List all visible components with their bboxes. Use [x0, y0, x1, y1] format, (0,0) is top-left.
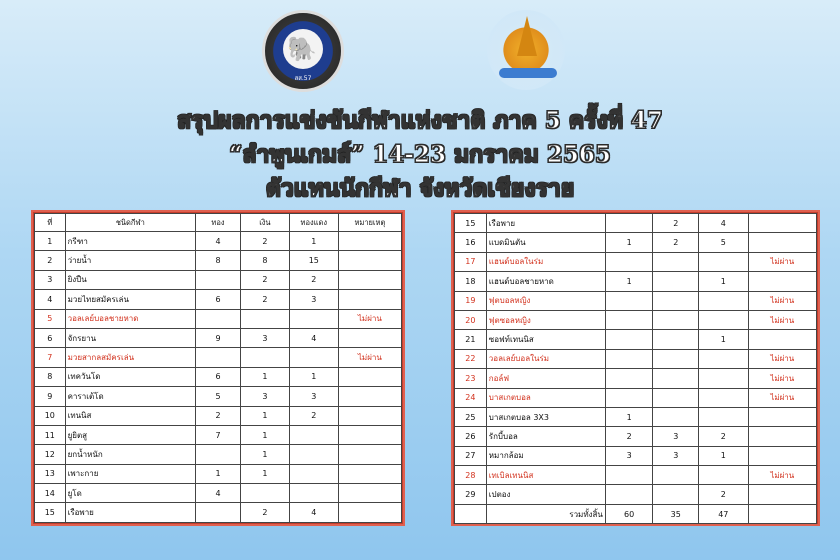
medal-table-left: [34, 213, 402, 523]
bronze-count: 2: [289, 406, 338, 425]
gold-count: [605, 252, 653, 271]
total-gold: 60: [605, 504, 653, 523]
sport-name: ยูโด: [65, 484, 195, 503]
sport-name: ว่ายน้ำ: [65, 251, 195, 270]
bronze-count: 1: [289, 232, 338, 251]
silver-count: [653, 272, 699, 291]
row-number: 9: [35, 387, 66, 406]
silver-count: [240, 309, 289, 328]
row-note: [338, 232, 401, 251]
row-note: ไม่ผ่าน: [748, 466, 816, 485]
table-row: [35, 484, 402, 503]
bronze-count: 1: [699, 446, 749, 465]
bronze-count: 2: [699, 485, 749, 504]
row-number: 17: [455, 252, 487, 271]
title-line-3: ตัวแทนนักกีฬา จังหวัดเชียงราย: [265, 175, 575, 202]
row-note: [338, 290, 401, 309]
row-number: 12: [35, 445, 66, 464]
gold-count: 2: [196, 406, 241, 425]
bronze-count: [699, 388, 749, 407]
table-row: [35, 367, 402, 386]
gold-count: 1: [605, 407, 653, 426]
gold-count: [605, 291, 653, 310]
row-number: 27: [455, 446, 487, 465]
bronze-count: 4: [289, 503, 338, 522]
total-label: รวมทั้งสิ้น: [486, 504, 605, 523]
header-no: ที่: [35, 214, 66, 232]
silver-count: [653, 388, 699, 407]
gold-count: 3: [605, 446, 653, 465]
table-body-right: [455, 214, 817, 505]
bronze-count: 2: [699, 427, 749, 446]
row-number: 19: [455, 291, 487, 310]
row-note: ไม่ผ่าน: [748, 388, 816, 407]
table-row: [35, 270, 402, 289]
row-note: [338, 251, 401, 270]
silver-count: 1: [240, 367, 289, 386]
row-number: 11: [35, 425, 66, 444]
gold-count: 7: [196, 425, 241, 444]
sport-name: เทควันโด: [65, 367, 195, 386]
row-note: ไม่ผ่าน: [748, 369, 816, 388]
gold-count: 9: [196, 328, 241, 347]
table-row: [455, 407, 817, 426]
silver-count: [653, 330, 699, 349]
row-note: [748, 233, 816, 252]
gold-count: [605, 388, 653, 407]
elephant-icon: 🐘: [287, 35, 317, 63]
bronze-count: [289, 348, 338, 367]
row-note: [748, 214, 816, 233]
silver-count: [653, 407, 699, 426]
table-row: [35, 328, 402, 347]
silver-count: 3: [653, 427, 699, 446]
gold-count: [605, 466, 653, 485]
row-note: ไม่ผ่าน: [748, 349, 816, 368]
row-number: 21: [455, 330, 487, 349]
bronze-count: [289, 425, 338, 444]
medal-table-right: [454, 213, 817, 524]
pagoda-icon: [517, 16, 537, 56]
table-row: [455, 485, 817, 504]
row-note: [748, 485, 816, 504]
table-row: [35, 309, 402, 328]
table-row: [35, 406, 402, 425]
gold-count: [196, 348, 241, 367]
title-line-1: สรุปผลการแข่งขันกีฬาแห่งชาติ ภาค 5 ครั้งที่ 47: [177, 107, 663, 134]
sport-name: หมากล้อม: [486, 446, 605, 465]
title-block: [0, 104, 840, 206]
sport-name: มวยไทยสมัครเล่น: [65, 290, 195, 309]
row-note: ไม่ผ่าน: [338, 348, 401, 367]
bronze-count: 1: [699, 272, 749, 291]
silver-count: 3: [653, 446, 699, 465]
gold-count: 1: [605, 272, 653, 291]
gold-count: [196, 445, 241, 464]
bronze-count: [699, 310, 749, 329]
row-note: [338, 445, 401, 464]
row-note: ไม่ผ่าน: [338, 309, 401, 328]
silver-count: [653, 349, 699, 368]
row-note: [748, 407, 816, 426]
bronze-count: 4: [699, 214, 749, 233]
sport-name: วอลเลย์บอลในร่ม: [486, 349, 605, 368]
silver-count: 2: [653, 233, 699, 252]
gold-count: 2: [605, 427, 653, 446]
table-row: [455, 252, 817, 271]
title-line-2: “ลำพูนเกมส์” 14-23 มกราคม 2565: [229, 141, 611, 168]
row-number: 16: [455, 233, 487, 252]
silver-count: 1: [240, 406, 289, 425]
table-row: [455, 310, 817, 329]
gold-count: [196, 503, 241, 522]
gold-count: 1: [196, 464, 241, 483]
bronze-count: [699, 407, 749, 426]
row-number: 8: [35, 367, 66, 386]
table-row: [455, 272, 817, 291]
sport-name: ฟุตบอลหญิง: [486, 291, 605, 310]
table-row: [455, 427, 817, 446]
sport-name: จักรยาน: [65, 328, 195, 347]
silver-count: 2: [240, 270, 289, 289]
silver-count: 2: [653, 214, 699, 233]
gold-count: [605, 349, 653, 368]
bronze-count: [289, 445, 338, 464]
silver-count: 2: [240, 232, 289, 251]
row-number: 15: [35, 503, 66, 522]
silver-count: 2: [240, 503, 289, 522]
row-note: ไม่ผ่าน: [748, 310, 816, 329]
gold-count: [605, 214, 653, 233]
sport-name: แฮนด์บอลในร่ม: [486, 252, 605, 271]
table-row: [455, 388, 817, 407]
bronze-count: 3: [289, 387, 338, 406]
silver-count: [653, 252, 699, 271]
swoosh-icon: [499, 68, 557, 78]
sport-name: ยูยิตสู: [65, 425, 195, 444]
gold-count: [605, 330, 653, 349]
row-number: 14: [35, 484, 66, 503]
bronze-count: [699, 291, 749, 310]
bronze-count: [699, 252, 749, 271]
table-row: [35, 464, 402, 483]
sport-name: เรือพาย: [486, 214, 605, 233]
gold-count: 4: [196, 484, 241, 503]
row-number: 15: [455, 214, 487, 233]
row-number: 29: [455, 485, 487, 504]
total-silver: 35: [653, 504, 699, 523]
sport-name: วอลเลย์บอลชายหาด: [65, 309, 195, 328]
gold-count: [605, 485, 653, 504]
sport-name: ฟุตซอลหญิง: [486, 310, 605, 329]
row-note: [748, 446, 816, 465]
gold-count: [605, 310, 653, 329]
sport-name: เทเบิลเทนนิส: [486, 466, 605, 485]
gold-count: [196, 270, 241, 289]
row-number: 23: [455, 369, 487, 388]
table-row: [455, 233, 817, 252]
bronze-count: 1: [699, 330, 749, 349]
table-row: [35, 425, 402, 444]
bronze-count: 5: [699, 233, 749, 252]
sport-name: คาราเต้โด: [65, 387, 195, 406]
table-row: [35, 445, 402, 464]
table-row: [455, 330, 817, 349]
row-number: 5: [35, 309, 66, 328]
silver-count: [653, 291, 699, 310]
row-note: [338, 484, 401, 503]
bronze-count: 2: [289, 270, 338, 289]
row-number: 1: [35, 232, 66, 251]
silver-count: 8: [240, 251, 289, 270]
bronze-count: 4: [289, 328, 338, 347]
table-row: [455, 291, 817, 310]
row-note: [338, 328, 401, 347]
row-note: [338, 387, 401, 406]
row-number: 20: [455, 310, 487, 329]
silver-count: 1: [240, 464, 289, 483]
header-silver: เงิน: [240, 214, 289, 232]
table-row: [455, 369, 817, 388]
row-note: [338, 425, 401, 444]
row-number: 6: [35, 328, 66, 347]
bronze-count: [699, 369, 749, 388]
silver-count: [240, 348, 289, 367]
sport-name: เปตอง: [486, 485, 605, 504]
header-sport: ชนิดกีฬา: [65, 214, 195, 232]
bronze-count: [289, 309, 338, 328]
row-note: [338, 270, 401, 289]
sport-name: แฮนด์บอลชายหาด: [486, 272, 605, 291]
row-note: ไม่ผ่าน: [748, 252, 816, 271]
total-bronze: 47: [699, 504, 749, 523]
silver-count: 3: [240, 328, 289, 347]
lamphun-games-logo: [487, 10, 565, 90]
silver-count: [653, 310, 699, 329]
bronze-count: 15: [289, 251, 338, 270]
table-row: [455, 349, 817, 368]
silver-count: [653, 485, 699, 504]
gold-count: 4: [196, 232, 241, 251]
table-row: [35, 251, 402, 270]
row-number: 10: [35, 406, 66, 425]
row-note: [338, 367, 401, 386]
row-number: 24: [455, 388, 487, 407]
row-number: 22: [455, 349, 487, 368]
silver-count: [240, 484, 289, 503]
header-note: หมายเหตุ: [338, 214, 401, 232]
table-row: [455, 214, 817, 233]
row-number: 28: [455, 466, 487, 485]
gold-count: 1: [605, 233, 653, 252]
results-table-left: [33, 212, 403, 524]
row-number: 2: [35, 251, 66, 270]
table-body-left: [35, 232, 402, 523]
sport-name: แบดมินตัน: [486, 233, 605, 252]
sport-name: รักบี้บอล: [486, 427, 605, 446]
header-gold: ทอง: [196, 214, 241, 232]
gold-count: 5: [196, 387, 241, 406]
table-row: [35, 503, 402, 522]
gold-count: [196, 309, 241, 328]
logo-caption: สส.57: [294, 75, 312, 82]
header-bronze: ทองแดง: [289, 214, 338, 232]
row-note: [338, 503, 401, 522]
sport-name: บาสเกตบอล: [486, 388, 605, 407]
table-row: [35, 232, 402, 251]
row-note: ไม่ผ่าน: [748, 291, 816, 310]
row-note: [338, 406, 401, 425]
sport-name: กอล์ฟ: [486, 369, 605, 388]
row-number: 25: [455, 407, 487, 426]
bronze-count: [699, 349, 749, 368]
row-number: 4: [35, 290, 66, 309]
row-number: 13: [35, 464, 66, 483]
row-note: [748, 272, 816, 291]
bronze-count: [699, 466, 749, 485]
table-row: [35, 290, 402, 309]
silver-count: 3: [240, 387, 289, 406]
row-number: 3: [35, 270, 66, 289]
row-number: 26: [455, 427, 487, 446]
silver-count: [653, 466, 699, 485]
row-number: 18: [455, 272, 487, 291]
silver-count: 2: [240, 290, 289, 309]
silver-count: [653, 369, 699, 388]
row-note: [338, 464, 401, 483]
bronze-count: 1: [289, 367, 338, 386]
sport-name: บาสเกตบอล 3X3: [486, 407, 605, 426]
bronze-count: [289, 484, 338, 503]
sport-name: ซอฟท์เทนนิส: [486, 330, 605, 349]
sport-name: เทนนิส: [65, 406, 195, 425]
table-row: [35, 387, 402, 406]
bronze-count: 3: [289, 290, 338, 309]
row-number: 7: [35, 348, 66, 367]
total-row: [455, 504, 817, 523]
results-table-right: [453, 212, 818, 524]
row-note: [748, 330, 816, 349]
sport-name: กรีฑา: [65, 232, 195, 251]
sport-name: ยิงปืน: [65, 270, 195, 289]
gold-count: 6: [196, 367, 241, 386]
sport-name: มวยสากลสมัครเล่น: [65, 348, 195, 367]
silver-count: 1: [240, 425, 289, 444]
row-note: [748, 427, 816, 446]
silver-count: 1: [240, 445, 289, 464]
sport-name: เรือพาย: [65, 503, 195, 522]
table-header-row: [35, 214, 402, 232]
gold-count: 6: [196, 290, 241, 309]
sport-name: เพาะกาย: [65, 464, 195, 483]
gold-count: [605, 369, 653, 388]
sport-association-logo: [262, 10, 344, 92]
table-row: [455, 466, 817, 485]
gold-count: 8: [196, 251, 241, 270]
table-row: [455, 446, 817, 465]
table-row: [35, 348, 402, 367]
bronze-count: [289, 464, 338, 483]
sport-name: ยกน้ำหนัก: [65, 445, 195, 464]
